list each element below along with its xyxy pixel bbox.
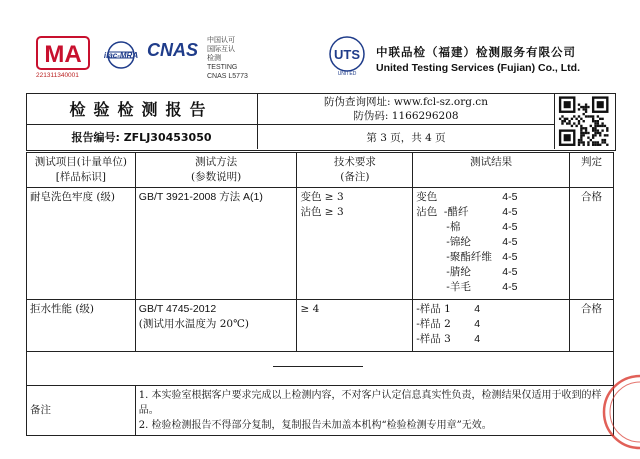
row1-requirement — [297, 188, 413, 300]
cma-logo-text: MA — [44, 41, 82, 68]
testing-line: 国际互认 — [207, 46, 235, 53]
company-name-en: United Testing Services (Fujian) Co., Ltd. — [376, 62, 580, 74]
table-row — [27, 300, 614, 352]
row1-method: GB/T 3921-2008 方法 A(1) — [135, 188, 297, 300]
result-line — [416, 280, 566, 295]
row2-item: 拒水性能 (级) — [27, 300, 136, 352]
result-value: 4 — [474, 333, 481, 345]
result-label: -羊毛 — [416, 281, 471, 293]
row1-judge: 合格 — [570, 188, 614, 300]
header-req-line: 技术要求 — [333, 156, 376, 168]
result-label: -锦纶 — [416, 236, 471, 248]
row2-method-line: (测试用水温度为 20℃) — [138, 318, 249, 330]
company-name-cn: 中联品检（福建）检测服务有限公司 — [376, 45, 576, 59]
row1-results — [413, 188, 570, 300]
result-label: 沾色 -醋纤 — [416, 206, 469, 218]
row2-requirement: ≥ 4 — [297, 300, 413, 352]
row1-req-line: 沾色 ≥ 3 — [300, 206, 344, 218]
page-indicator: 第 3 页，共 4 页 — [366, 131, 446, 144]
result-label: -聚酯纤维 — [416, 251, 492, 263]
header-item — [27, 153, 136, 188]
header-method-line: 测试方法 — [195, 156, 238, 168]
end-of-results-line — [273, 366, 363, 367]
header-method-line: (参数说明) — [191, 171, 242, 183]
table-row — [27, 188, 614, 300]
cnas-logo: CNAS — [147, 40, 199, 60]
header-item-line: 测试项目(计量单位) — [34, 156, 127, 168]
ilac-logo-text: ilac-MRA — [103, 51, 139, 60]
uts-logo-text: UTS — [334, 47, 360, 62]
result-value: 4-5 — [502, 236, 518, 248]
result-value: 4-5 — [502, 206, 518, 218]
header-req-line: (备注) — [340, 171, 370, 183]
table-header-row — [27, 153, 614, 188]
result-value: 4-5 — [502, 266, 518, 278]
notes-row — [27, 386, 614, 436]
result-label: -样品 3 — [416, 333, 451, 345]
ilac-mra-logo — [96, 40, 146, 70]
row1-req-line: 变色 ≥ 3 — [300, 191, 344, 203]
notes-label: 备注 — [27, 386, 136, 436]
blank-row — [27, 352, 614, 386]
result-value: 4 — [474, 303, 481, 315]
testing-line: 检测 — [207, 55, 221, 62]
cma-logo — [36, 36, 90, 70]
anti-counterfeit-info — [258, 93, 554, 125]
result-line — [416, 265, 566, 280]
note-2: 2. 检验检测报告不得部分复制，复制报告未加盖本机构“检验检测专用章”无效。 — [138, 420, 492, 431]
inspection-seal-stamp — [598, 372, 640, 452]
result-line — [416, 302, 566, 317]
row2-results — [413, 300, 570, 352]
note-1: 1. 本实验室根据客户要求完成以上检测内容，不对客户认定信息真实性负责，检测结果仅适用于收到的样品。 — [138, 390, 602, 416]
header-method — [135, 153, 297, 188]
result-value: 4-5 — [502, 191, 518, 203]
result-line — [416, 317, 566, 332]
verify-url: 防伪查询网址: www.fcl-sz.org.cn — [324, 96, 488, 108]
header-judge: 判定 — [570, 153, 614, 188]
uts-logo-subtext: UNITED — [337, 71, 357, 76]
result-value: 4-5 — [502, 281, 518, 293]
result-line — [416, 235, 566, 250]
result-line — [416, 205, 566, 220]
table-row-blank — [27, 352, 614, 386]
result-value: 4-5 — [502, 221, 518, 233]
row2-judge: 合格 — [570, 300, 614, 352]
result-line — [416, 220, 566, 235]
result-label: -样品 2 — [416, 318, 451, 330]
cma-code: 221311340001 — [36, 72, 79, 79]
report-number: 报告编号: ZFLJ30453050 — [26, 125, 258, 149]
result-label: -样品 1 — [416, 303, 451, 315]
result-label: 变色 — [416, 191, 438, 203]
row2-method — [135, 300, 297, 352]
result-label: -腈纶 — [416, 266, 471, 278]
result-value: 4-5 — [502, 251, 518, 263]
row1-item: 耐皂洗色牢度 (级) — [27, 188, 136, 300]
row2-method-line: GB/T 4745-2012 — [138, 303, 217, 315]
testing-accreditation — [207, 36, 248, 81]
result-line — [416, 332, 566, 347]
testing-line: CNAS L5773 — [207, 73, 248, 80]
qr-code-icon — [554, 93, 614, 149]
result-label: -棉 — [416, 221, 461, 233]
result-line — [416, 250, 566, 265]
result-value: 4 — [474, 318, 481, 330]
verify-code: 防伪码: 1166296208 — [353, 110, 459, 122]
result-line — [416, 190, 566, 205]
header-result: 测试结果 — [413, 153, 570, 188]
testing-line: 中国认可 — [207, 37, 235, 44]
header-item-line: [样品标识] — [55, 171, 106, 183]
notes-content — [135, 386, 613, 436]
testing-line: TESTING — [207, 64, 238, 71]
test-results-table — [26, 152, 614, 436]
uts-logo — [326, 36, 368, 76]
report-title: 检验检测报告 — [26, 93, 258, 125]
header-requirement — [297, 153, 413, 188]
